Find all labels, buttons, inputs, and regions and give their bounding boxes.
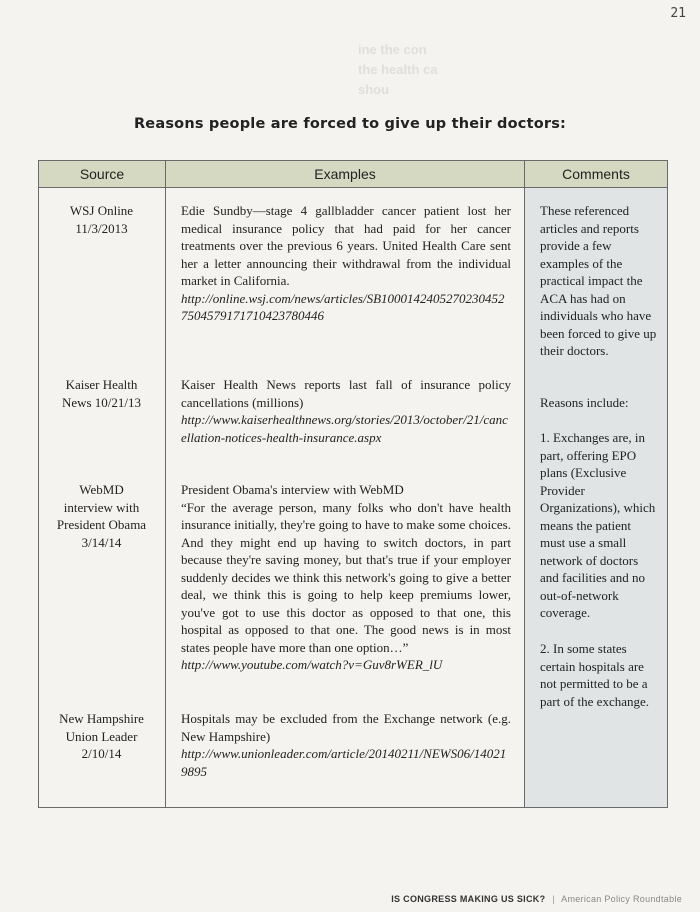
source-kaiser <box>38 376 165 411</box>
example-text: “For the average person, many folks who don't have health insurance initially, they're going to have to make some choices. And they might end up having to switch doctors, in part because they're saving money, but that's true if your employer suddenly decides we think this network's going to give a better deal, we think this is going to help keep premiums lower, you've got to use this doctor as opposed to that one, this hospital as opposed to that one. The good news is in most states people have more than one option…” <box>181 499 511 655</box>
footer-separator: | <box>552 894 555 904</box>
source-line: 11/3/2013 <box>75 220 128 236</box>
page-number: 21 <box>670 6 686 21</box>
bleed-through-line: ine the con <box>358 42 427 57</box>
page-title: Reasons people are forced to give up their doctors: <box>133 116 567 132</box>
source-line: 2/10/14 <box>81 746 122 761</box>
header-examples: Examples <box>166 161 525 188</box>
source-webmd <box>38 481 165 551</box>
table-header-row <box>39 161 668 188</box>
example-webmd <box>181 481 511 674</box>
example-link[interactable]: http://www.kaiserhealthnews.org/stories/2013/october/21/cancellation-notices-health-insurance.aspx <box>181 412 508 445</box>
source-union-leader <box>38 710 165 763</box>
example-link[interactable]: http://online.wsj.com/news/articles/SB10001424052702304527504579171710423780446 <box>181 290 505 323</box>
bleed-through-line: shou <box>358 82 390 97</box>
example-kaiser <box>181 376 511 446</box>
bleed-through-text <box>358 40 588 100</box>
header-source: Source <box>39 161 166 188</box>
source-wsj <box>38 202 165 237</box>
comments-reason-1: 1. Exchanges are, in part, offering EPO plans (Exclusive Provider Organizations), which means the patient must use a small network of doctors and facilities and no out-of-network coverage. <box>540 430 656 620</box>
example-text: Edie Sundby—stage 4 gallbladder cancer patient lost her medical insurance policy that had paid for her cancer treatments over the previous 6 years. United Health Care sent her a letter announcing their withdrawal from the individual market in California. <box>181 203 511 288</box>
comments-reasons-heading: Reasons include: <box>540 395 629 410</box>
source-line: Union Leader <box>65 728 138 744</box>
footer-organization: American Policy Roundtable <box>561 894 682 904</box>
example-link[interactable]: http://www.unionleader.com/article/20140211/NEWS06/140219895 <box>181 746 507 779</box>
footer-publication: IS CONGRESS MAKING US SICK? <box>391 894 546 904</box>
page-footer <box>391 894 682 904</box>
source-line: News 10/21/13 <box>61 394 142 410</box>
example-wsj <box>181 202 511 325</box>
source-line: interview with <box>63 499 140 515</box>
example-text: Hospitals may be excluded from the Exchange network (e.g. New Hampshire) <box>181 711 511 744</box>
example-union-leader <box>181 710 511 780</box>
example-text: Kaiser Health News reports last fall of insurance policy cancellations (millions) <box>181 377 511 410</box>
source-line: 3/14/14 <box>81 534 122 550</box>
source-line: President Obama <box>56 517 147 532</box>
comments-reason-2: 2. In some states certain hospitals are not permitted to be a part of the exchange. <box>540 641 650 709</box>
source-line: New Hampshire <box>59 711 144 726</box>
example-heading: President Obama's interview with WebMD <box>181 482 404 497</box>
comments-intro: These referenced articles and reports provide a few examples of the practical impact the ACA has had on individuals who have been forced to give up their doctors. <box>540 203 657 358</box>
example-link[interactable]: http://www.youtube.com/watch?v=Guv8rWER_lU <box>181 657 443 672</box>
source-line: Kaiser Health <box>65 377 138 392</box>
source-line: WSJ Online <box>69 203 134 218</box>
source-line: WebMD <box>79 482 124 497</box>
header-comments: Comments <box>525 161 668 188</box>
bleed-through-line: the health ca <box>358 62 438 77</box>
